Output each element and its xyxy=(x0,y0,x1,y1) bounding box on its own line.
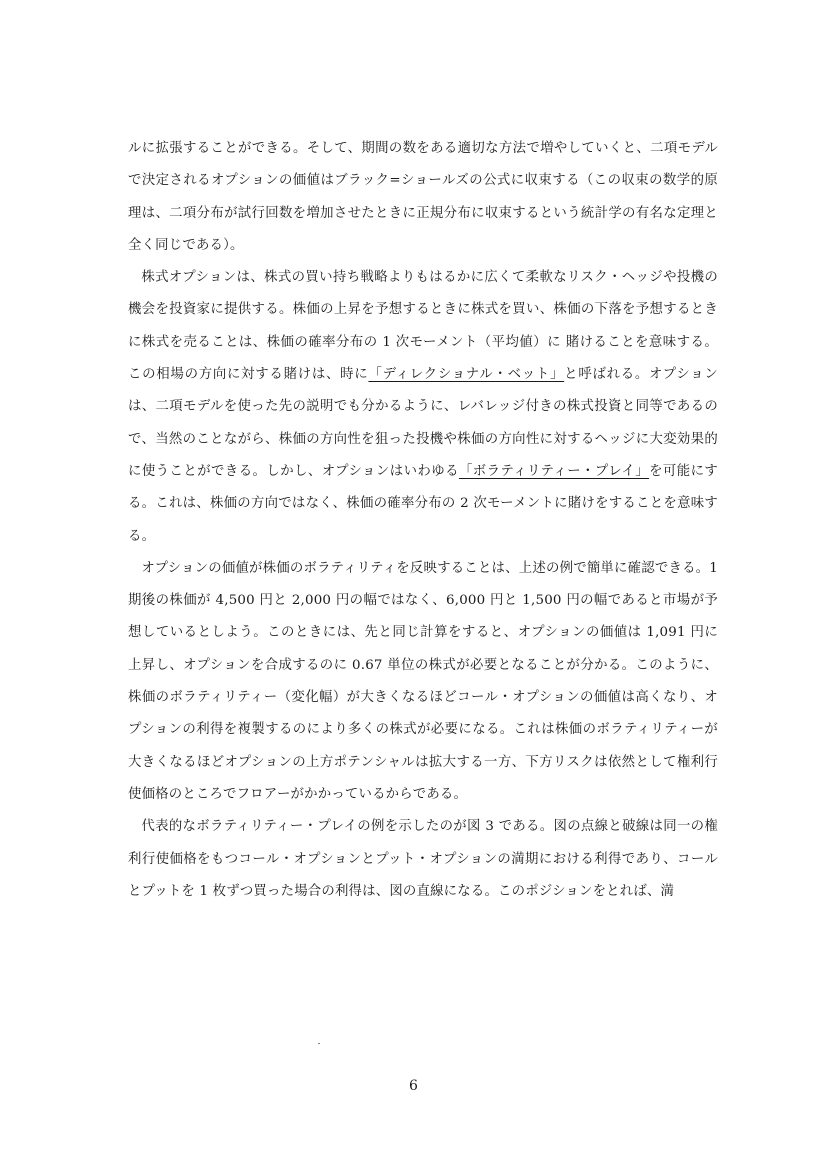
paragraph-2-part-b: と呼ばれる。オプションは、二項モデルを使った先の説明でも分かるように、レバレッジ付きの株式投資と同等であるので、当然のことながら、株価の方向性を狙った投機や株価の方向性に対するヘッジに大変効果的に使うことができる。しかし、オプションはいわゆる xyxy=(128,367,718,479)
term-directional-bet: 「ディレクショナル・ベット」 xyxy=(368,367,565,383)
paragraph-2 xyxy=(128,262,718,553)
term-volatility-play: 「ボラティリティー・プレイ」 xyxy=(458,463,650,479)
page-number: 6 xyxy=(409,1078,418,1094)
paragraph-2-part-c: を可能にする。これは、株価の方向ではなく、株価の確率分布の 2 次モーメントに賭けをすることを意味する。 xyxy=(128,463,719,544)
paragraph-1: ルに拡張することができる。そして、期間の数をある適切な方法で増やしていくと、二項モデルで決定されるオプションの価値はブラック=ショールズの公式に収束する（この収束の数学的原理は、二項分布が試行回数を増加させたときに正規分布に収束するという統計学の有名な定理と全く同じである）。 xyxy=(128,141,718,253)
paragraph-3: オプションの価値が株価のボラティリティを反映することは、上述の例で簡単に確認できる。1 期後の株価が 4,500 円と 2,000 円の幅ではなく、6,000 円と 1,500 円の幅であると市場が予想しているとしよう。このときには、先と同じ計算をすると、オプションの価値は 1,091 円に上昇し、オプションを合成するのに 0.67 単位の株式が必要となることが分かる。このように、株価のボラティリティー（変化幅）が大きくなるほどコール・オプションの価値は高くなり、オプションの利得を複製するのにより多くの株式が必要になる。これは株価のボラティリティーが大きくなるほどオプションの上方ポテンシャルは拡大する一方、下方リスクは依然として権利行使価格のところでフロアーがかかっているからである。 xyxy=(128,560,718,802)
body-text xyxy=(128,133,718,908)
paragraph-2-part-a: 株式オプションは、株式の買い持ち戦略よりもはるかに広くて柔軟なリスク・ヘッジや投機の機会を投資家に提供する。株価の上昇を予想するときに株式を買い、株価の下落を予想するときに株式を売ることは、株価の確率分布の 1 次モーメント（平均値）に 賭けることを意味する。この相場の方向に対する賭けは、時に xyxy=(128,270,718,383)
scan-speck xyxy=(318,1043,320,1044)
paragraph-4: 代表的なボラティリティー・プレイの例を示したのが図 3 である。図の点線と破線は同一の権利行使価格をもつコール・オプションとプット・オプションの満期における利得であり、コールとプットを 1 枚ずつ買った場合の利得は、図の直線になる。このポジションをとれば、満 xyxy=(128,819,718,899)
